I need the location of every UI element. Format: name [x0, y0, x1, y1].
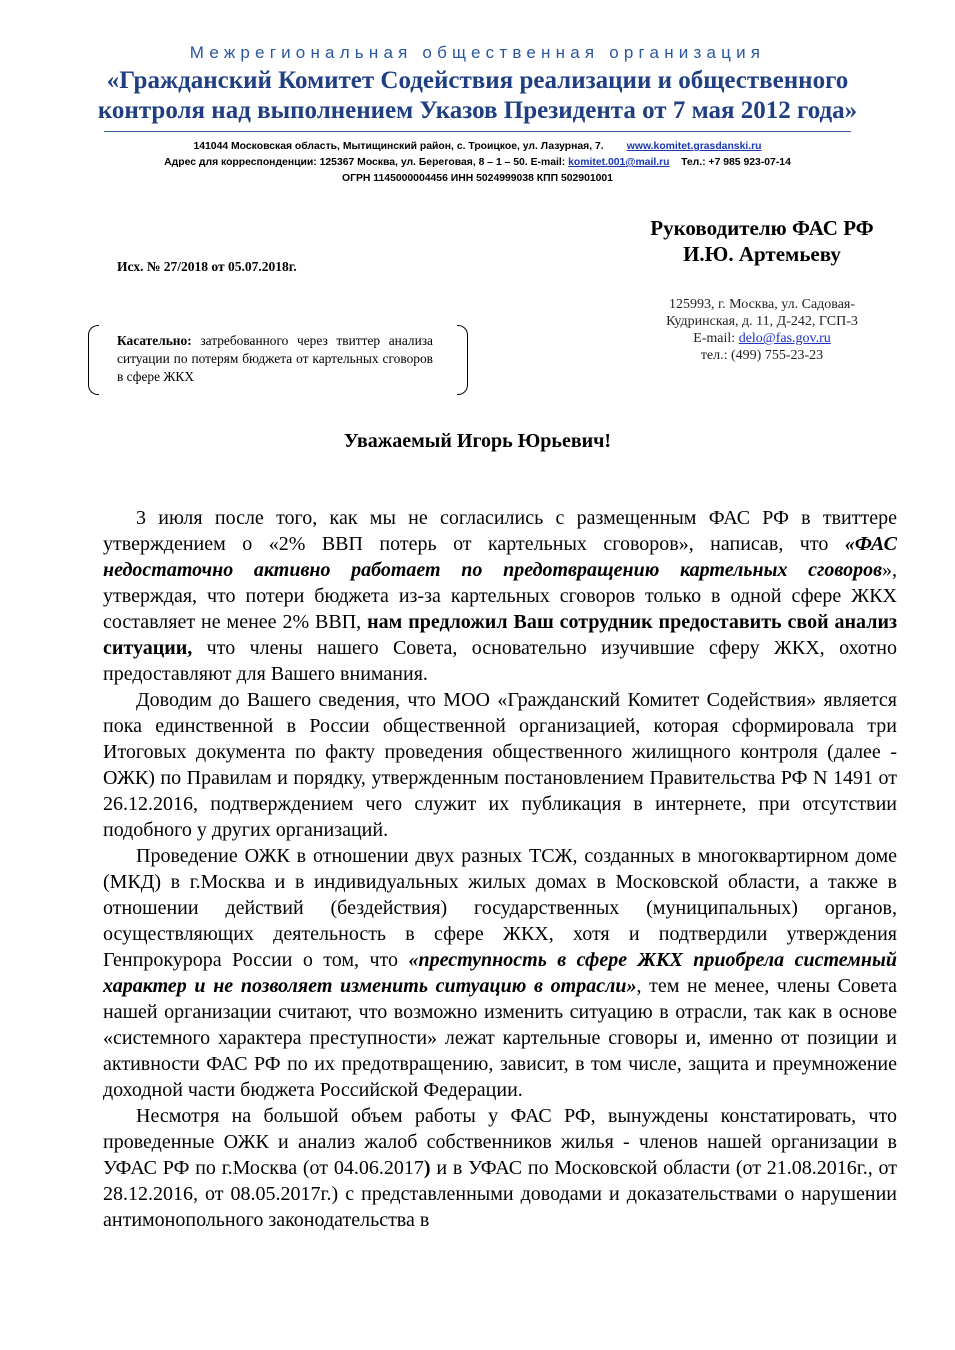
body-paragraph-3	[103, 843, 897, 1103]
salutation: Уважаемый Игорь Юрьевич!	[343, 430, 612, 452]
recipient-email-line	[614, 330, 910, 347]
contacts-line2	[0, 155, 955, 171]
p4-text-a: Несмотря на большой объем работы у ФАС РФ, вынуждены констатировать, что проведенные ОЖК и анализ жалоб собственников жилья - членов нашей организации в УФАС РФ по г.Москва (от 04.06.2017	[103, 1105, 897, 1179]
letterhead-contacts	[0, 139, 955, 187]
p1-emphasis-quote: «ФАС недостаточно активно работает по предотвращению картельных сговоров	[103, 533, 897, 581]
website-link[interactable]: www.komitet.grasdanski.ru	[626, 141, 762, 152]
subject-label: Касательно:	[117, 333, 192, 348]
p3-text-c: , тем не менее, члены Совета нашей организации считают, что возможно изменить ситуацию в отрасли, так как в основе «системного характера преступности» лежат картельные сговоры и, именно от позиции и активности ФАС РФ по их предотвращению, зависит, в том числе, защита и преумножение доходной части бюджета Российской Федерации.	[103, 975, 897, 1101]
letterhead-divider	[104, 131, 851, 132]
p4-bold-paren: )	[423, 1157, 431, 1179]
body-paragraph-2: Доводим до Вашего сведения, что МОО «Гражданский Комитет Содействия» является пока единственной в России общественной организацией, которая сформировала три Итоговых документа по факту проведения общественного жилищного контроля (далее - ОЖК) по Правилам и порядку, утвержденным постановлением Правительства РФ N 1491 от 26.12.2016, подтверждением чего служит их публикация в интернете, при отсутствии подобного у других организаций.	[103, 689, 897, 841]
p1-bold-text: нам предложил Ваш сотрудник предоставить свой анализ ситуации,	[103, 611, 898, 659]
org-name	[40, 66, 915, 126]
registry-line: ОГРН 1145000004456 ИНН 5024999038 КПП 502901001	[342, 173, 613, 184]
p3-emphasis-quote: «преступность в сфере ЖКХ приобрела системный характер и не позволяет изменить ситуацию в отрасли»	[103, 949, 897, 997]
recipient-block	[608, 215, 916, 267]
recipient-address	[614, 296, 910, 364]
p1-text-a: 3 июля после того, как мы не согласились с размещенным ФАС РФ в твиттере утверждением о «2% ВВП потерь от картельных сговоров», написав, что	[103, 507, 897, 555]
org-name-line1: «Гражданский Комитет Содействия реализации и общественного	[106, 67, 849, 94]
right-bracket	[457, 325, 468, 395]
letter-body	[103, 505, 897, 1233]
outgoing-number: Исх. № 27/2018 от 05.07.2018г.	[117, 259, 297, 274]
p1-text-c: », утверждая, что потери бюджета из-за картельных сговоров только в одной сфере ЖКХ составляет не менее 2% ВВП,	[103, 559, 897, 633]
recipient-phone: тел.: (499) 755-23-23	[700, 348, 824, 363]
subject-box	[88, 323, 468, 397]
recipient-address-line2: Кудринская, д. 11, Д-242, ГСП-3	[666, 314, 858, 329]
org-type: Межрегиональная общественная организация	[189, 43, 766, 62]
left-bracket	[88, 325, 99, 395]
recipient-address-line1: 125993, г. Москва, ул. Садовая-	[668, 297, 856, 312]
p3-text-a: Проведение ОЖК в отношении двух разных ТСЖ, созданных в многоквартирном доме (МКД) в г.Москва и в индивидуальных жилых домах в Московской области, а также в отношении действий (бездействия) государственных (муниципальных) органов, осуществляющих деятельность в сфере ЖКХ, хотя и подтвердили утверждения Генпрокурора России о том, что	[103, 845, 897, 971]
body-paragraph-4	[103, 1103, 897, 1233]
corr-address: Адрес для корреспонденции: 125367 Москва, ул. Береговая, 8 – 1 – 50. E-mail:	[164, 157, 566, 168]
p1-text-e: что члены нашего Совета, основательно изучившие сферу ЖКХ, охотно предоставляют для Вашего внимания.	[103, 637, 897, 685]
org-email-link[interactable]: komitet.001@mail.ru	[568, 157, 670, 168]
org-phone: Тел.: +7 985 923-07-14	[681, 157, 791, 168]
recipient-email-label: E-mail:	[693, 331, 736, 346]
subject-content: затребованного через твиттер анализа ситуации по потерям бюджета от картельных сговоров в сфере ЖКХ	[117, 333, 433, 384]
recipient-title: Руководителю ФАС РФ	[650, 216, 874, 240]
org-address: 141044 Московская область, Мытищинский район, с. Троицкое, ул. Лазурная, 7.	[193, 141, 604, 152]
recipient-email-link[interactable]: delo@fas.gov.ru	[738, 331, 831, 346]
recipient-name: И.Ю. Артемьеву	[683, 242, 841, 266]
contacts-line1	[0, 139, 955, 155]
org-name-line2: контроля над выполнением Указов Президента от 7 мая 2012 года»	[97, 97, 858, 124]
p4-text-c: и в УФАС по Московской области (от 21.08.2016г., от 28.12.2016, от 08.05.2017г.) с представленными доводами и доказательствами о нарушении антимонопольного законодательства в	[103, 1157, 897, 1231]
subject-text	[117, 332, 433, 386]
body-paragraph-1	[103, 505, 897, 687]
